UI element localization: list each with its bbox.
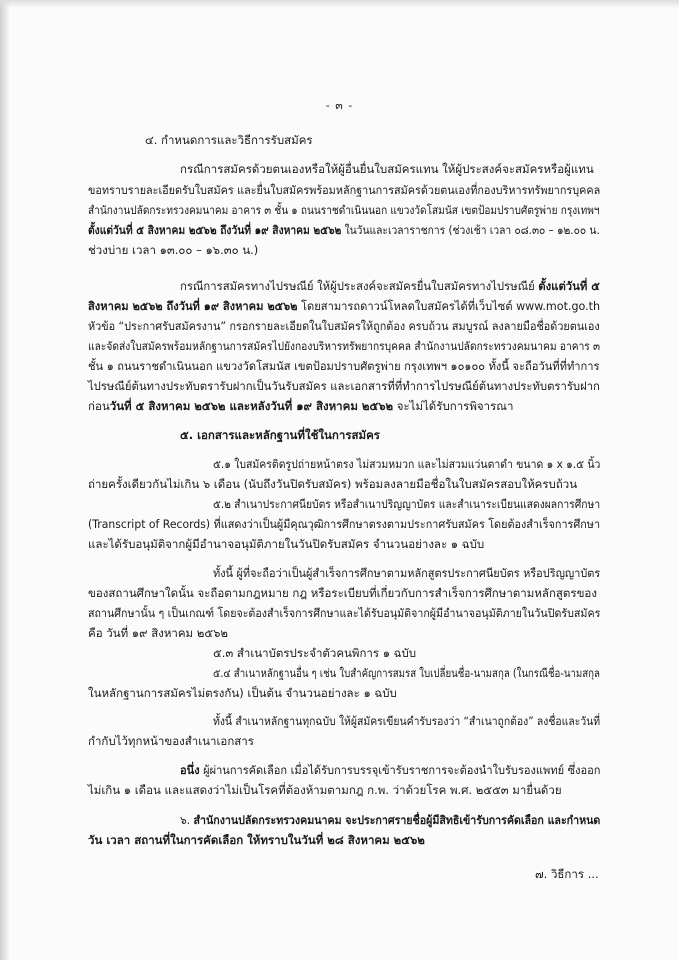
- section6-line2: วัน เวลา สถานที่ในการคัดเลือก ให้ทราบในวันที่ ๒๘ สิงหาคม ๒๕๖๒: [88, 833, 425, 847]
- s5-item1-line2: ถ่ายครั้งเดียวกันไม่เกิน ๖ เดือน (นับถึงวันปิดรับสมัคร) พร้อมลงลายมือชื่อในใบสมัครสอบให้ครบถ้วน: [88, 477, 578, 491]
- s4-post-intro: กรณีการสมัครทางไปรษณีย์ ให้ผู้ประสงค์จะสมัครยื่นใบสมัครทางไปรษณีย์: [180, 279, 539, 293]
- s5-further-text: ผู้ผ่านการคัดเลือก เมื่อได้รับการบรรจุเข้ารับราชการจะต้องนำใบรับรองแพทย์ ซึ่งออก: [199, 763, 601, 777]
- s4-post-line1: [180, 279, 600, 294]
- s5-note-line3: สถานศึกษานั้น ๆ เป็นเกณฑ์ โดยจะต้องสำเร็จการศึกษาและได้รับอนุมัติจากผู้มีอำนาจอนุมัติภายในวันปิดรับสมัคร: [88, 606, 601, 620]
- s4-post-line6: ไปรษณีย์ต้นทางประทับตรารับฝากเป็นวันรับสมัคร และเอกสารที่ที่ทำการไปรษณีย์ต้นทางประทับตรารับฝาก: [88, 379, 600, 393]
- s4-post-start: ตั้งแต่วันที่ ๕: [538, 279, 600, 293]
- s4-post-before: ก่อน: [88, 399, 110, 413]
- s5-item1-line1: ๕.๑ ใบสมัครติดรูปถ่ายหน้าตรง ไม่สวมหมวก และไม่สวมแว่นตาดำ ขนาด ๑ x ๑.๕ นิ้ว: [213, 457, 601, 471]
- s4-post-line2: [88, 299, 600, 314]
- s4-post-line7: [88, 399, 513, 414]
- s5-item4-line1: ๕.๔ สำเนาหลักฐานอื่น ๆ เช่น ใบสำคัญการสมรส ใบเปลี่ยนชื่อ-นามสกุล (ในกรณีชื่อ-นามสกุล: [213, 666, 600, 680]
- s4-walkin-hours: ในวันและเวลาราชการ (ช่วงเช้า เวลา ๐๘.๓๐ – ๑๒.๐๐ น.: [341, 223, 600, 237]
- s4-post-deadline: วันที่ ๕ สิงหาคม ๒๕๖๒ และหลังวันที่ ๑๙ สิงหาคม ๒๕๖๒: [109, 399, 394, 413]
- s4-post-website: โดยสามารถดาวน์โหลดใบสมัครได้ที่เว็บไซต์ www.mot.go.th: [297, 299, 601, 313]
- s4-post-line3: หัวข้อ “ประกาศรับสมัครงาน” กรอกรายละเอียดในใบสมัครให้ถูกต้อง ครบถ้วน สมบูรณ์ ลงลายมือชื่อด้วยตนเอง: [88, 319, 600, 333]
- section4-heading: ๔. กำหนดการและวิธีการรับสมัคร: [145, 133, 313, 147]
- s5-item4-line2: ในหลักฐานการสมัครไม่ตรงกัน) เป็นต้น จำนวนอย่างละ ๑ ฉบับ: [88, 686, 397, 700]
- s5-note-line2: ของสถานศึกษาใดนั้น จะถือตามกฎหมาย กฎ หรือระเบียบที่เกี่ยวกับการสำเร็จการศึกษาตามหลักสูตรของ: [88, 586, 597, 600]
- s5-further-line1: [180, 763, 600, 778]
- s5-further-line2: ไม่เกิน ๑ เดือน และแสดงว่าไม่เป็นโรคที่ต้องห้ามตามกฎ ก.พ. ว่าด้วยโรค พ.ศ. ๒๕๕๓ มายื่นด้วย: [88, 783, 562, 797]
- s5-item2-line1: ๕.๒ สำเนาประกาศนียบัตร หรือสำเนาปริญญาบัตร และสำเนาระเบียนแสดงผลการศึกษา: [213, 497, 601, 511]
- s4-post-rejection: จะไม่ได้รับการพิจารณา: [393, 399, 514, 413]
- section6-number: ๖.: [180, 813, 194, 827]
- section6-announcement: สำนักงานปลัดกระทรวงคมนาคม จะประกาศรายชื่อผู้มีสิทธิเข้ารับการคัดเลือก และกำหนด: [193, 813, 601, 827]
- s4-walkin-line5: ช่วงบ่าย เวลา ๑๓.๐๐ – ๑๖.๓๐ น.): [88, 243, 259, 257]
- page-number: - ๓ -: [325, 99, 354, 112]
- page-top-shadow: [0, 0, 679, 8]
- page-edge-shadow: [0, 0, 10, 960]
- s5-further-label: อนึ่ง: [180, 763, 200, 777]
- s5-item3: ๕.๓ สำเนาบัตรประจำตัวคนพิการ ๑ ฉบับ: [213, 646, 417, 660]
- s4-walkin-line3: สำนักงานปลัดกระทรวงคมนาคม อาคาร ๓ ชั้น ๑ ถนนราชดำเนินนอก แขวงวัดโสมนัส เขตป้อมปราบศัตรูพ่าย กรุงเทพฯ: [88, 203, 600, 217]
- s4-walkin-line4: [88, 223, 600, 238]
- s5-note-line4: คือ วันที่ ๑๙ สิงหาคม ๒๕๖๒: [88, 626, 228, 640]
- continuation-marker: ๗. วิธีการ ...: [535, 867, 599, 881]
- s5-item2-line3: และได้รับอนุมัติจากผู้มีอำนาจอนุมัติภายในวันปิดรับสมัคร จำนวนอย่างละ ๑ ฉบับ: [88, 537, 485, 551]
- s4-walkin-dates: ตั้งแต่วันที่ ๕ สิงหาคม ๒๕๖๒ ถึงวันที่ ๑๙ สิงหาคม ๒๕๖๒: [88, 223, 342, 237]
- s5-note-line1: ทั้งนี้ ผู้ที่จะถือว่าเป็นผู้สำเร็จการศึกษาตามหลักสูตรประกาศนียบัตร หรือปริญญาบัตร: [213, 566, 601, 580]
- s4-post-line5: ชั้น ๑ ถนนราชดำเนินนอก แขวงวัดโสมนัส เขตป้อมปราบศัตรูพ่าย กรุงเทพฯ ๑๐๑๐๐ ทั้งนี้ จะถือวันที่ที่ทำการ: [88, 359, 600, 373]
- s4-walkin-line1: กรณีการสมัครด้วยตนเองหรือให้ผู้อื่นยื่นใบสมัครแทน ให้ผู้ประสงค์จะสมัครหรือผู้แทน: [180, 162, 594, 176]
- s5-certify-line1: ทั้งนี้ สำเนาหลักฐานทุกฉบับ ให้ผู้สมัครเขียนคำรับรองว่า “สำเนาถูกต้อง” ลงชื่อและวันที่: [213, 714, 601, 728]
- s5-item2-line2: (Transcript of Records) ที่แสดงว่าเป็นผู้มีคุณวุฒิการศึกษาตรงตามประกาศรับสมัคร โดยต้องสำเร็จการศึกษา: [88, 517, 601, 531]
- section5-heading: ๕. เอกสารและหลักฐานที่ใช้ในการสมัคร: [180, 428, 380, 442]
- section6-line1: [180, 813, 600, 828]
- s5-certify-line2: กำกับไว้ทุกหน้าของสำเนาเอกสาร: [88, 734, 254, 748]
- s4-post-line4: และจัดส่งใบสมัครพร้อมหลักฐานการสมัครไปยังกองบริหารทรัพยากรบุคคล สำนักงานปลัดกระทรวงคมนาคม อาคาร ๓: [88, 339, 601, 353]
- s4-post-dates: สิงหาคม ๒๕๖๒ ถึงวันที่ ๑๙ สิงหาคม ๒๕๖๒: [88, 299, 298, 313]
- s4-walkin-line2: ขอทราบรายละเอียดรับใบสมัคร และยื่นใบสมัครพร้อมหลักฐานการสมัครด้วยตนเองที่กองบริหารทรัพยากรบุคคล: [88, 183, 601, 197]
